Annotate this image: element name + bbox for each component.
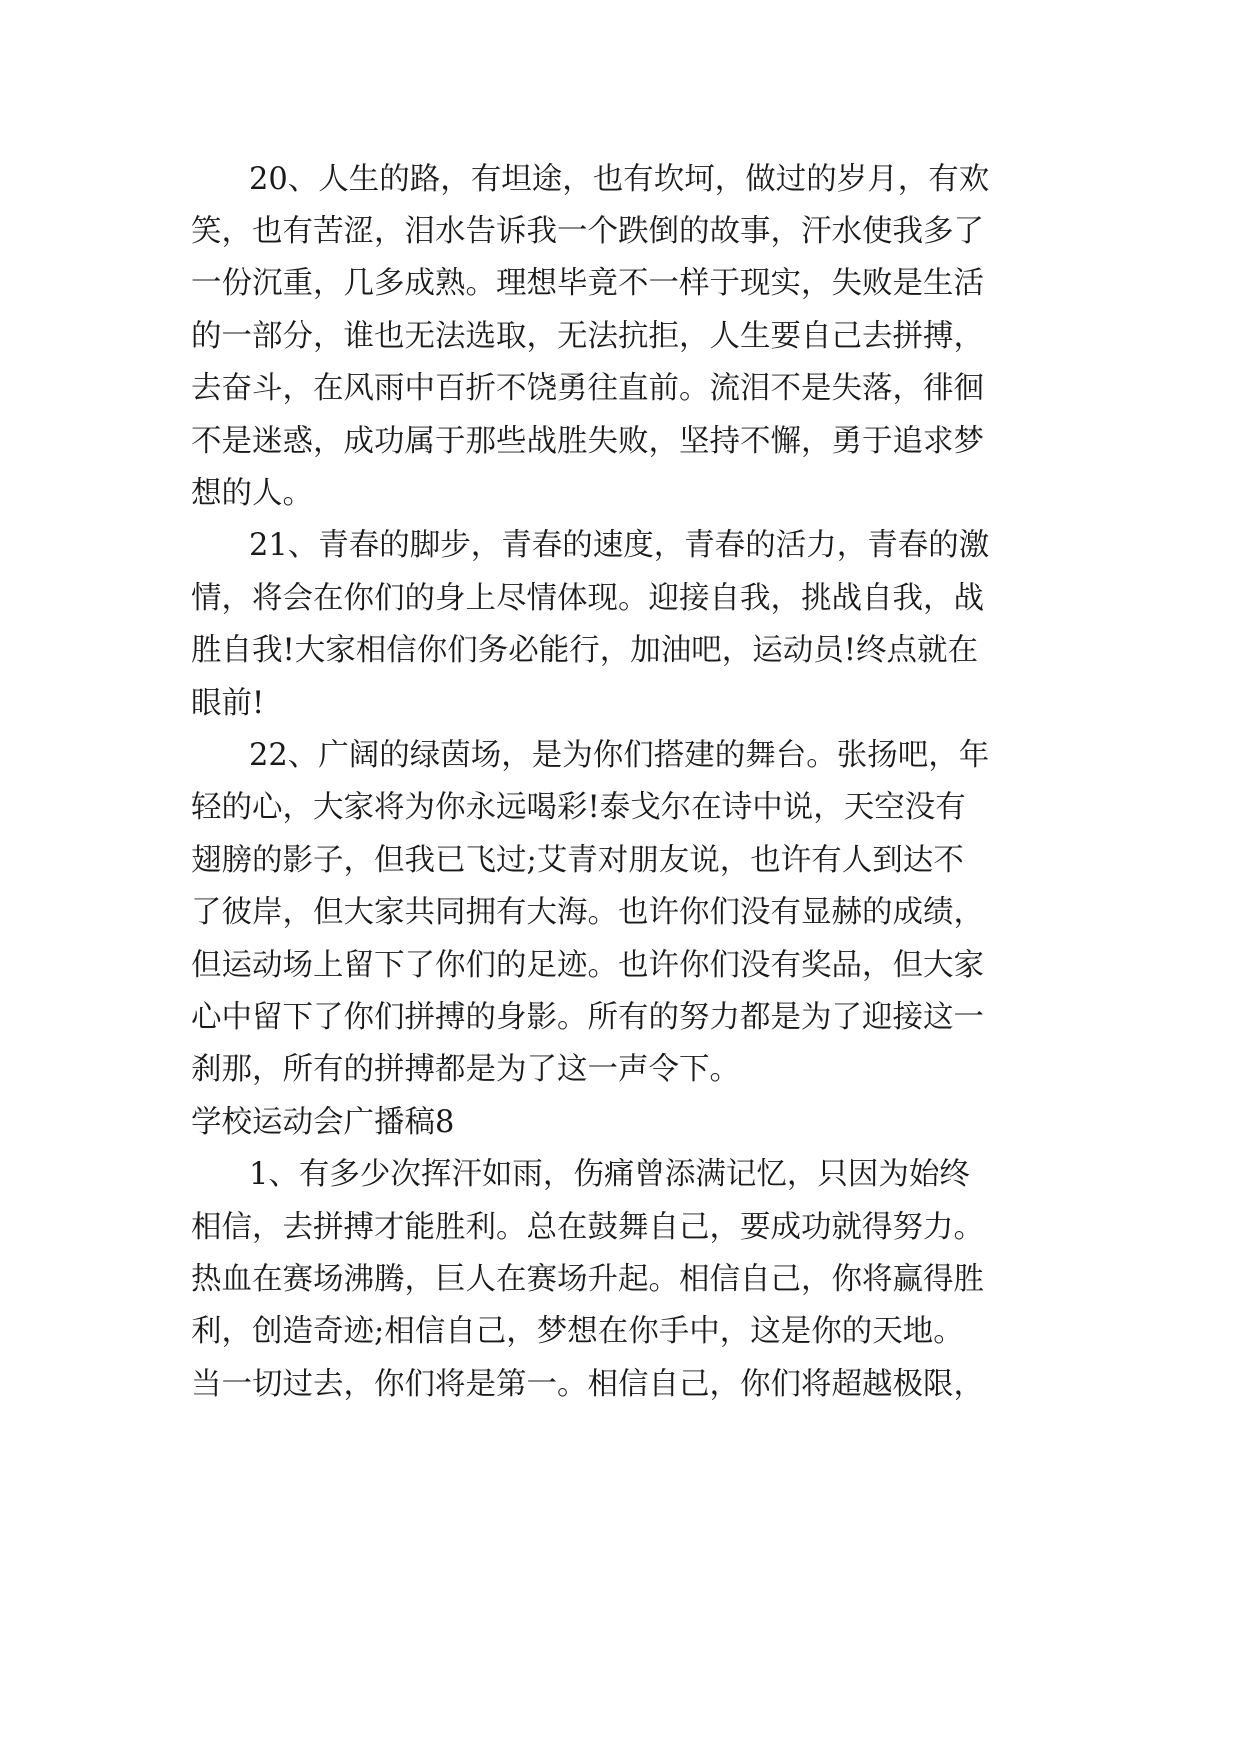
paragraph-20-line-1: 20、人生的路，有坦途，也有坎坷，做过的岁月，有欢 bbox=[249, 162, 990, 197]
paragraph-22-line-6: 心中留下了你们拼搏的身影。所有的努力都是为了迎接这一 bbox=[191, 1000, 984, 1035]
paragraph-1-line-3: 热血在赛场沸腾，巨人在赛场升起。相信自己，你将赢得胜 bbox=[191, 1262, 984, 1297]
paragraph-22-line-5: 但运动场上留下了你们的足迹。也许你们没有奖品，但大家 bbox=[191, 948, 984, 983]
section-heading: 学校运动会广播稿8 bbox=[191, 1105, 455, 1140]
paragraph-21-line-4: 眼前! bbox=[191, 686, 265, 721]
paragraph-1-line-1: 1、有多少次挥汗如雨，伤痛曾添满记忆，只因为始终 bbox=[249, 1157, 970, 1192]
paragraph-1-line-5: 当一切过去，你们将是第一。相信自己，你们将超越极限， bbox=[191, 1367, 984, 1402]
paragraph-1-line-4: 利，创造奇迹;相信自己，梦想在你手中，这是你的天地。 bbox=[191, 1314, 964, 1349]
paragraph-20-line-2: 笑，也有苦涩，泪水告诉我一个跌倒的故事，汗水使我多了 bbox=[191, 214, 984, 249]
paragraph-1-line-2: 相信，去拼搏才能胜利。总在鼓舞自己，要成功就得努力。 bbox=[191, 1210, 984, 1245]
paragraph-20-line-4: 的一部分，谁也无法选取，无法抗拒，人生要自己去拼搏， bbox=[191, 319, 984, 354]
paragraph-20-line-7: 想的人。 bbox=[191, 476, 313, 511]
paragraph-22-line-7: 刹那，所有的拼搏都是为了这一声令下。 bbox=[191, 1052, 740, 1087]
paragraph-21-line-3: 胜自我!大家相信你们务必能行，加油吧，运动员!终点就在 bbox=[191, 633, 979, 668]
paragraph-22-line-1: 22、广阔的绿茵场，是为你们搭建的舞台。张扬吧，年 bbox=[249, 738, 990, 773]
paragraph-21-line-2: 情，将会在你们的身上尽情体现。迎接自我，挑战自我，战 bbox=[191, 581, 984, 616]
paragraph-20-line-6: 不是迷惑，成功属于那些战胜失败，坚持不懈，勇于追求梦 bbox=[191, 424, 984, 459]
paragraph-21-line-1: 21、青春的脚步，青春的速度，青春的活力，青春的激 bbox=[249, 528, 990, 563]
paragraph-22-line-2: 轻的心，大家将为你永远喝彩!泰戈尔在诗中说，天空没有 bbox=[191, 790, 966, 825]
paragraph-22-line-3: 翅膀的影子，但我已飞过;艾青对朋友说，也许有人到达不 bbox=[191, 843, 964, 878]
paragraph-20-line-5: 去奋斗，在风雨中百折不饶勇往直前。流泪不是失落，徘徊 bbox=[191, 371, 984, 406]
paragraph-20-line-3: 一份沉重，几多成熟。理想毕竟不一样于现实，失败是生活 bbox=[191, 266, 984, 301]
paragraph-22-line-4: 了彼岸，但大家共同拥有大海。也许你们没有显赫的成绩， bbox=[191, 895, 984, 930]
